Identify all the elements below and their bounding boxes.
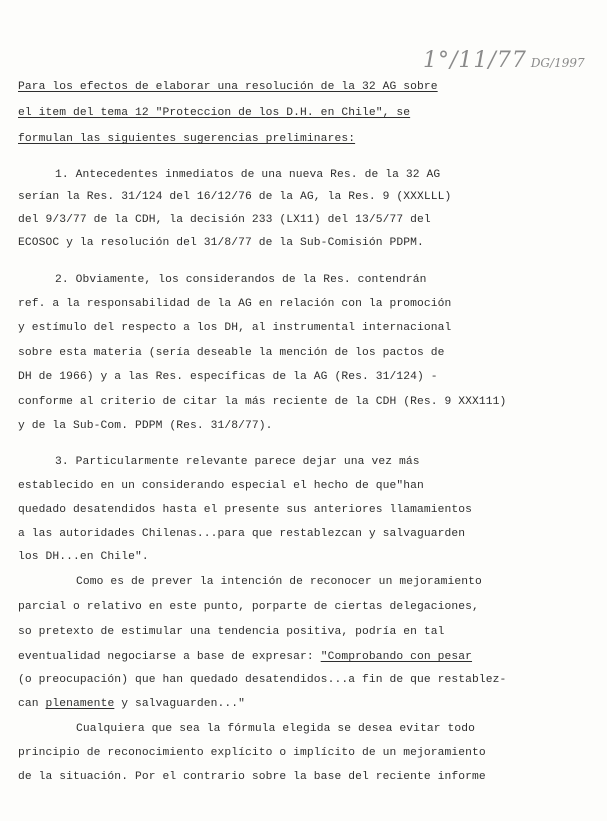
p4-line-4 (18, 650, 472, 664)
p4-line-6-end: y salvaguarden..." (114, 698, 246, 710)
p3-line-5: los DH...en Chile". (18, 551, 149, 563)
p3-line-2: establecido en un considerando especial el hecho de que"han (18, 480, 424, 492)
p4-line-6-emphasis: plenamente (45, 698, 115, 710)
p2-line-7: y de la Sub-Com. PDPM (Res. 31/8/77). (18, 420, 273, 432)
p2-line-5: DH de 1966) y a las Res. específicas de la AG (Res. 31/124) - (18, 371, 438, 383)
p2-line-4: sobre esta materia (sería deseable la mención de los pactos de (18, 347, 445, 359)
p4-line-6 (18, 697, 245, 711)
p1-line-3: del 9/3/77 de la CDH, la decisión 233 (LX11) del 13/5/77 del (18, 214, 431, 226)
p1-line-4: ECOSOC y la resolución del 31/8/77 de la Sub-Comisión PDPM. (18, 237, 424, 249)
p3-line-1: 3. Particularmente relevante parece dejar una vez más (55, 456, 420, 468)
p3-line-3: quedado desatendidos hasta el presente sus anteriores llamamientos (18, 504, 473, 516)
annotation-code: DG/1997 (530, 56, 585, 70)
p5-line-1: Cualquiera que sea la fórmula elegida se desea evitar todo (76, 723, 475, 735)
p4-line-5: (o preocupación) que han quedado desatendidos...a fin de que restablez- (18, 674, 507, 686)
heading-line-3: formulan las siguientes sugerencias preliminares: (18, 133, 356, 145)
heading-line-1: Para los efectos de elaborar una resolución de la 32 AG sobre (18, 81, 438, 93)
p4-line-4-quote: "Comprobando con pesar (320, 651, 473, 663)
p1-line-1: 1. Antecedentes inmediatos de una nueva Res. de la 32 AG (55, 169, 441, 181)
p2-line-6: conforme al criterio de citar la más reciente de la CDH (Res. 9 XXX111) (18, 396, 507, 408)
p4-line-4-text: eventualidad negociarse a base de expresar: (18, 651, 321, 663)
p1-line-2: serían la Res. 31/124 del 16/12/76 de la AG, la Res. 9 (XXXLLL) (18, 191, 452, 203)
p2-line-2: ref. a la responsabilidad de la AG en relación con la promoción (18, 298, 452, 310)
handwritten-annotation (423, 48, 585, 73)
p2-line-3: y estímulo del respecto a los DH, al instrumental internacional (18, 322, 452, 334)
annotation-number: 1°/11/77 (423, 48, 527, 73)
heading-line-2: el item del tema 12 "Proteccion de los D.H. en Chile", se (18, 107, 411, 119)
p4-line-3: so pretexto de estimular una tendencia positiva, podría en tal (18, 626, 445, 638)
p2-line-1: 2. Obviamente, los considerandos de la Res. contendrán (55, 274, 427, 286)
p3-line-4: a las autoridades Chilenas...para que restablezcan y salvaguarden (18, 528, 466, 540)
p4-line-2: parcial o relativo en este punto, porparte de ciertas delegaciones, (18, 601, 479, 613)
p5-line-2: principio de reconocimiento explícito o implícito de un mejoramiento (18, 747, 486, 759)
p4-line-6-start: can (18, 698, 46, 710)
p5-line-3: de la situación. Por el contrario sobre la base del reciente informe (18, 771, 486, 783)
p4-line-1: Como es de prever la intención de reconocer un mejoramiento (76, 576, 482, 588)
